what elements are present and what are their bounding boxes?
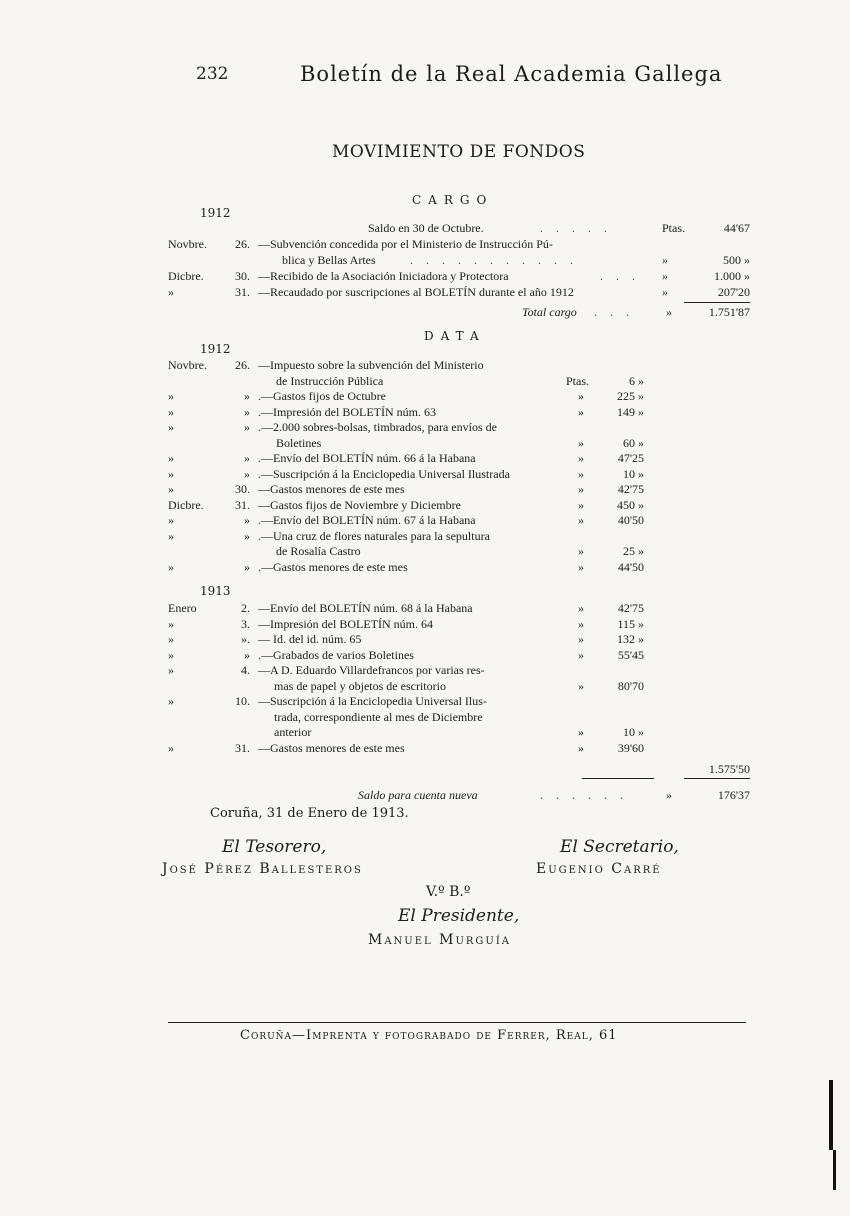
row-day: 4.	[241, 663, 250, 677]
row-currency: »	[578, 559, 584, 574]
row-day: »	[244, 647, 250, 662]
table-row	[0, 436, 850, 452]
row-month: »	[168, 389, 174, 403]
table-row	[0, 358, 850, 374]
row-amount: 55'45	[617, 647, 644, 662]
cargo-total-row	[0, 305, 850, 321]
row-day: »	[244, 559, 250, 574]
row-currency: »	[662, 285, 668, 299]
row-currency: »	[578, 647, 584, 662]
row-month: »	[168, 616, 174, 631]
row-currency: »	[578, 544, 584, 558]
row-month: Dicbre.	[168, 497, 204, 512]
data-total-amount: 1.575'50	[708, 762, 750, 776]
running-title: Boletín de la Real Academia Gallega	[300, 62, 723, 86]
row-day: »	[244, 404, 250, 419]
row-amount: 44'67	[723, 221, 750, 235]
row-month: »	[168, 451, 174, 465]
row-currency: »	[578, 404, 584, 419]
row-amount: 25 »	[623, 544, 644, 558]
table-row	[0, 663, 850, 679]
row-currency: »	[662, 253, 668, 267]
row-text: blica y Bellas Artes	[282, 253, 376, 267]
row-day: 2.	[241, 601, 250, 615]
row-amount: 1.000 »	[714, 269, 750, 283]
row-month: Enero	[168, 601, 197, 615]
table-row	[0, 269, 850, 285]
row-amount: 6 »	[629, 373, 644, 388]
table-row	[0, 482, 850, 498]
row-currency: »	[578, 389, 584, 403]
data-subtotal-rule	[582, 778, 654, 779]
scan-mark	[833, 1150, 836, 1190]
cargo-total-cur: »	[666, 305, 672, 319]
row-currency: »	[578, 513, 584, 527]
secretary-name: Eugenio Carré	[536, 861, 662, 877]
row-month: »	[168, 420, 174, 434]
row-month: »	[168, 466, 174, 481]
page-title: MOVIMIENTO DE FONDOS	[332, 142, 586, 162]
president-name: Manuel Murguía	[368, 932, 512, 948]
row-currency: »	[578, 632, 584, 646]
row-day: »	[244, 451, 250, 465]
row-text: .—Envío del BOLETÍN núm. 67 á la Habana	[258, 513, 476, 527]
table-row	[0, 617, 850, 633]
row-amount: 500 »	[723, 253, 750, 267]
row-text: anterior	[274, 725, 312, 739]
row-day: 26.	[235, 237, 250, 251]
row-currency: »	[578, 678, 584, 693]
cargo-heading: CARGO	[412, 193, 494, 207]
cargo-total-amount: 1.751'87	[708, 305, 750, 319]
row-text: .—Suscripción á la Enciclopedia Universal Ilustrada	[258, 466, 510, 481]
row-amount: 80'70	[617, 678, 644, 693]
row-day: 30.	[235, 269, 250, 283]
row-day: 31.	[235, 497, 250, 512]
cargo-total-label: Total cargo	[522, 305, 577, 319]
treasurer-title: El Tesorero,	[222, 837, 327, 857]
table-row	[0, 632, 850, 648]
row-amount: 450 »	[617, 497, 644, 512]
row-month: »	[168, 632, 174, 646]
row-month: Novbre.	[168, 358, 207, 372]
row-amount: 42'75	[617, 601, 644, 615]
table-row	[0, 741, 850, 757]
row-text: —Recaudado por suscripciones al BOLETÍN durante el año 1912	[258, 285, 574, 299]
row-text: —Subvención concedida por el Ministerio de Instrucción Pú-	[258, 237, 553, 251]
table-row	[0, 648, 850, 664]
row-amount: 10 »	[623, 725, 644, 739]
row-text: —Gastos menores de este mes	[258, 482, 405, 496]
row-amount: 47'25	[617, 451, 644, 465]
row-month: »	[168, 513, 174, 527]
row-amount: 40'50	[617, 513, 644, 527]
table-row	[0, 237, 850, 253]
row-month: »	[168, 740, 174, 755]
row-currency: »	[662, 269, 668, 283]
row-text: de Instrucción Pública	[276, 373, 384, 388]
date-line: Coruña, 31 de Enero de 1913.	[210, 806, 409, 821]
row-day: »	[244, 389, 250, 403]
row-day: 10.	[235, 694, 250, 708]
table-row	[0, 374, 850, 390]
row-text: —Gastos menores de este mes	[258, 740, 405, 755]
row-day: »	[244, 528, 250, 543]
page-number: 232	[196, 64, 229, 84]
table-row	[0, 405, 850, 421]
row-amount: 132 »	[617, 632, 644, 646]
row-text: trada, correspondiente al mes de Diciembre	[274, 709, 483, 724]
row-amount: 207'20	[717, 285, 750, 299]
row-amount: 42'75	[617, 482, 644, 496]
row-text: Boletines	[276, 435, 322, 450]
row-day: 31.	[235, 285, 250, 299]
row-month: »	[168, 285, 174, 299]
data-total-row	[0, 762, 850, 778]
row-text: —Suscripción á la Enciclopedia Universal Ilus-	[258, 694, 487, 708]
row-month: Dicbre.	[168, 269, 204, 283]
row-leader-dots: . . . . . . . . . . .	[410, 253, 578, 267]
row-text: .—Una cruz de flores naturales para la sepultura	[258, 528, 490, 543]
row-text: — Id. del id. núm. 65	[258, 632, 362, 646]
row-amount: 60 »	[623, 435, 644, 450]
row-currency: »	[578, 616, 584, 631]
row-month: »	[168, 528, 174, 543]
row-currency: »	[578, 601, 584, 615]
row-currency: »	[578, 482, 584, 496]
president-title: El Presidente,	[398, 906, 520, 926]
row-text: mas de papel y objetos de escritorio	[274, 678, 446, 693]
data-year-1913: 1913	[200, 584, 231, 598]
row-currency: »	[578, 740, 584, 755]
table-row	[0, 513, 850, 529]
table-row	[0, 389, 850, 405]
row-text: .—Gastos fijos de Octubre	[258, 389, 386, 403]
row-text: —Envío del BOLETÍN núm. 68 á la Habana	[258, 601, 473, 615]
row-amount: 44'50	[617, 559, 644, 574]
row-text: Saldo en 30 de Octubre.	[368, 221, 484, 235]
row-text: .—Impresión del BOLETÍN núm. 63	[258, 404, 436, 419]
row-month: Novbre.	[168, 237, 207, 251]
table-row	[0, 285, 850, 301]
row-month: »	[168, 663, 174, 677]
table-row	[0, 451, 850, 467]
row-currency: Ptas.	[566, 373, 590, 388]
row-month: »	[168, 559, 174, 574]
table-row	[0, 710, 850, 726]
row-day: 31.	[235, 740, 250, 755]
row-currency: »	[578, 435, 584, 450]
table-row	[0, 725, 850, 741]
row-amount: 10 »	[623, 466, 644, 481]
table-row	[0, 544, 850, 560]
scan-mark	[829, 1080, 833, 1150]
row-text: —Recibido de la Asociación Iniciadora y Protectora	[258, 269, 509, 283]
footer-rule	[168, 1022, 746, 1023]
saldo-label: Saldo para cuenta nueva	[358, 788, 478, 802]
table-row	[0, 694, 850, 710]
data-heading: DATA	[424, 329, 486, 343]
table-row	[0, 467, 850, 483]
row-currency: »	[578, 451, 584, 465]
row-month: »	[168, 647, 174, 662]
row-currency: »	[578, 466, 584, 481]
treasurer-name: José Pérez Ballesteros	[162, 861, 363, 877]
row-day: ».	[241, 632, 250, 646]
row-day: »	[244, 420, 250, 434]
visto-bueno: V.º B.º	[426, 884, 471, 900]
saldo-cur: »	[666, 788, 672, 802]
row-text: de Rosalía Castro	[276, 544, 361, 558]
row-text: .—Gastos menores de este mes	[258, 559, 408, 574]
row-day: »	[244, 513, 250, 527]
table-row	[0, 679, 850, 695]
row-month: »	[168, 482, 174, 496]
saldo-row	[0, 788, 850, 804]
footer-imprint: Coruña—Imprenta y fotograbado de Ferrer, Real, 61	[240, 1028, 618, 1043]
row-leader-dots: . . . . .	[540, 221, 612, 235]
row-text: —Impuesto sobre la subvención del Ministerio	[258, 358, 484, 372]
row-text: —Gastos fijos de Noviembre y Diciembre	[258, 497, 461, 512]
table-row	[0, 253, 850, 269]
row-leader-dots: . . .	[600, 269, 640, 283]
data-year-1912: 1912	[200, 342, 231, 356]
row-currency: »	[578, 497, 584, 512]
row-text: .—Grabados de varios Boletines	[258, 647, 414, 662]
data-total-rule-top	[684, 778, 750, 779]
table-row	[0, 420, 850, 436]
row-amount: 39'60	[617, 740, 644, 755]
row-text: .—2.000 sobres-bolsas, timbrados, para envíos de	[258, 420, 497, 434]
row-amount: 115 »	[617, 616, 644, 631]
row-text: —A D. Eduardo Villardefrancos por varias res-	[258, 663, 485, 677]
saldo-dots: . . . . . .	[540, 788, 628, 802]
cargo-year: 1912	[200, 206, 231, 220]
row-month: »	[168, 404, 174, 419]
row-day: 30.	[235, 482, 250, 496]
row-day: 26.	[235, 358, 250, 372]
secretary-title: El Secretario,	[560, 837, 679, 857]
row-day: »	[244, 466, 250, 481]
row-amount: 225 »	[617, 389, 644, 403]
row-text: .—Envío del BOLETÍN núm. 66 á la Habana	[258, 451, 476, 465]
row-amount: 149 »	[617, 404, 644, 419]
row-currency: Ptas.	[662, 221, 686, 235]
table-row	[0, 560, 850, 576]
row-currency: »	[578, 725, 584, 739]
saldo-amount: 176'37	[717, 788, 750, 802]
table-row	[0, 498, 850, 514]
row-text: —Impresión del BOLETÍN núm. 64	[258, 616, 433, 631]
row-day: 3.	[241, 616, 250, 631]
row-month: »	[168, 694, 174, 708]
table-row	[0, 601, 850, 617]
cargo-total-dots: . . .	[594, 305, 634, 319]
table-row	[0, 529, 850, 545]
table-row	[0, 221, 850, 237]
cargo-total-rule	[684, 302, 750, 303]
